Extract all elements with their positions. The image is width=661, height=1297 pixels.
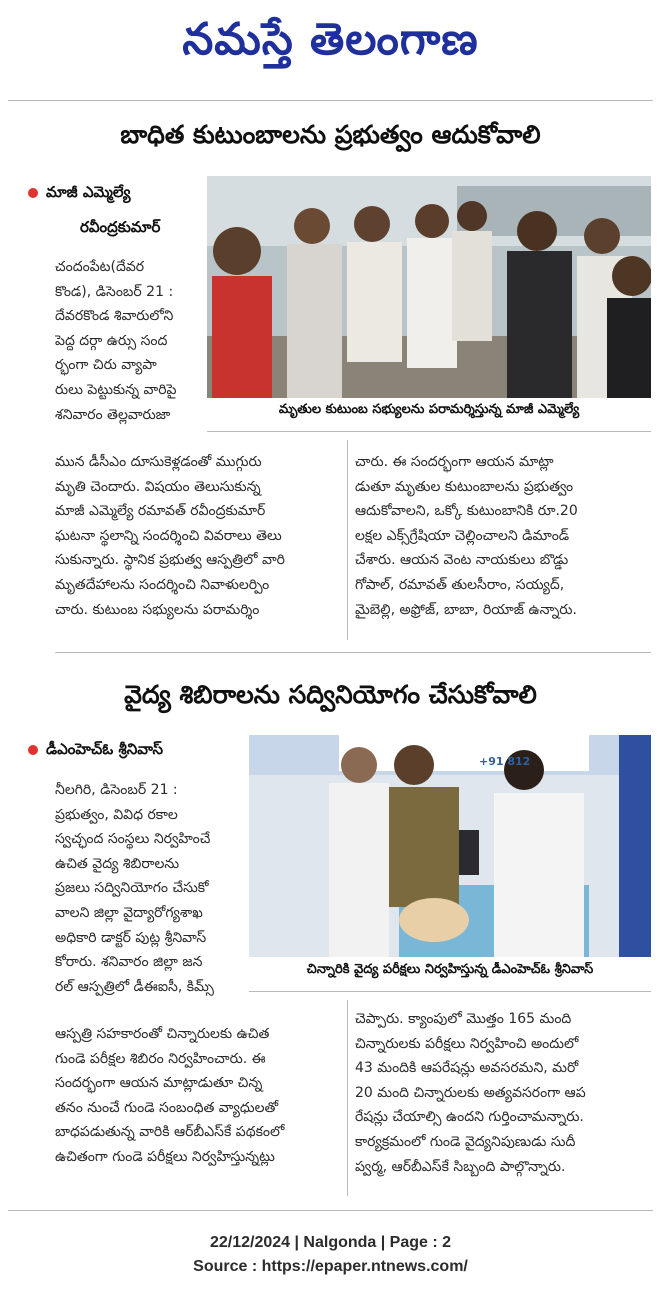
text-line: శనివారం తెల్లవారుజా [55, 406, 171, 423]
article1-headline: బాధిత కుటుంబాలను ప్రభుత్వం ఆదుకోవాలి [120, 120, 541, 149]
text-line: సుకున్నారు. స్థానిక ప్రభుత్వ ఆస్పత్రిలో వారి [55, 552, 285, 569]
text-line: చేశారు. ఆయన వెంట నాయకులు బొడ్డు [355, 552, 569, 569]
article2-photo [249, 735, 651, 957]
text-line: దేవరకొండ శివారులోని [55, 308, 174, 325]
text-line: అధికారి డాక్టర్ పుట్ల శ్రీనివాస్ [55, 929, 207, 946]
text-line: చారు. ఈ సందర్భంగా ఆయన మాట్లా [355, 454, 554, 470]
text-line: బాధపడుతున్న వారికి ఆర్‌బీఎస్‌కే పథకంలో [55, 1124, 285, 1141]
text-line: నీలగిరి, డిసెంబర్ 21 : [55, 782, 178, 798]
article2-col-right [355, 1007, 651, 1179]
article1-caption: మృతుల కుటుంబ సభ్యులను పరామర్శిస్తున్న మాజీ ఎమ్మెల్యే [278, 402, 580, 417]
text-line: చందంపేట(దేవర [55, 259, 145, 275]
text-line: కొండ), డిసెంబర్ 21 : [55, 283, 174, 300]
masthead [0, 0, 661, 80]
column-divider [347, 440, 348, 640]
text-line: ప్వర్మ, ఆర్‌బీఎస్‌కే సిబ్బంది పాల్గొన్నారు. [355, 1158, 566, 1175]
text-line: కోరారు. శనివారం జిల్లా జన [55, 954, 203, 971]
text-line: మృతదేహాలను సందర్శించి నివాళులర్పిం [55, 576, 270, 593]
text-line: ఆదుకోవాలని, ఒక్కో కుటుంబానికి రూ.20 [355, 503, 578, 520]
text-line: వాలని జిల్లా వైద్యారోగ్యశాఖ [55, 904, 203, 921]
text-line: ఆస్పత్రి సహకారంతో చిన్నారులకు ఉచిత [55, 1026, 270, 1042]
banner-text: +91 812 [479, 755, 531, 768]
bullet-icon [28, 188, 38, 198]
footer-date-line: 22/12/2024 | Nalgonda | Page : 2 [209, 1234, 452, 1251]
text-line: ప్రజలు సద్వినియోగం చేసుకో [55, 880, 209, 897]
text-line: మైబెల్లి, అఫ్రోజ్, బాబా, రియాజ్ ఉన్నారు. [355, 601, 577, 618]
text-line: చెప్పారు. క్యాంపులో మొత్తం 165 మంది [355, 1011, 572, 1027]
article2-headline: వైద్య శిబిరాలను సద్వినియోగం చేసుకోవాలి [124, 680, 537, 709]
article2-col-left [55, 778, 245, 999]
text-line: ఉచిత వైద్య శిబిరాలను [55, 855, 180, 872]
caption-divider [207, 431, 651, 432]
article2-byline: డీఎంహెచ్ఓ శ్రీనివాస్ [28, 740, 163, 762]
text-line: చిన్నారులకు పరీక్షలు నిర్వహించి అందులో [355, 1035, 579, 1052]
column-divider [347, 1000, 348, 1196]
text-line: స్వచ్ఛంద సంస్థలు నిర్వహించే [55, 831, 211, 848]
article1-photo [207, 176, 651, 398]
article1-byline-1: మాజీ ఎమ్మెల్యే [28, 183, 130, 205]
text-line: ర్భంగా చిరు వ్యాపా [55, 357, 157, 374]
article2-col-mid [55, 1022, 343, 1170]
text-line: తనం నుంచే గుండె సంబంధిత వ్యాధులతో [55, 1099, 279, 1116]
masthead-title: నమస్తే తెలంగాణ [182, 14, 479, 65]
caption-divider [249, 991, 651, 992]
footer-source-line: Source : https://epaper.ntnews.com/ [193, 1258, 468, 1275]
article2-caption: చిన్నారికి వైద్య పరీక్షలు నిర్వహిస్తున్న డీఎంహెచ్ఓ శ్రీనివాస్ [306, 962, 594, 977]
text-line: ఘటనా స్థలాన్ని సందర్శించి వివరాలు తెలు [55, 527, 282, 544]
text-line: గుండె పరీక్షల శిబిరం నిర్వహించారు. ఈ [55, 1050, 266, 1067]
bullet-icon [28, 745, 38, 755]
text-line: రల్ ఆస్పత్రిలో డీఈఐసీ, కిమ్స్ [55, 978, 214, 995]
text-line: పెద్ద దర్గా ఉర్సు సంద [55, 332, 168, 349]
text-line: మృతి చెందారు. విషయం తెలుసుకున్న [55, 478, 261, 495]
text-line: 20 మంది చిన్నారులకు అత్యవసరంగా ఆప [355, 1084, 586, 1101]
text-line: లక్షల ఎక్స్‌గ్రేషియా చెల్లించాలని డిమాండ్ [355, 527, 570, 544]
text-line: డుతూ మృతుల కుటుంబాలను ప్రభుత్వం [355, 478, 574, 495]
text-line: కార్యక్రమంలో గుండె వైద్యనిపుణుడు సుదీ [355, 1133, 576, 1150]
article1-col-left [55, 255, 205, 427]
text-line: గోపాల్, రమావత్ తులసీరాం, సయ్యద్, [355, 576, 565, 593]
article1-col-right [355, 450, 651, 622]
divider [8, 100, 653, 101]
text-line: ప్రభుత్వం, వివిధ రకాల [55, 806, 178, 823]
text-line: ఉచితంగా గుండె పరీక్షలు నిర్వహిస్తున్నట్లు [55, 1148, 275, 1165]
text-line: మాజీ ఎమ్మెల్యే రమావత్ రవీంద్రకుమార్ [55, 503, 266, 520]
article-divider [55, 652, 651, 653]
text-line: రులు పెట్టుకున్న వారిపై [55, 381, 177, 398]
text-line: సందర్భంగా ఆయన మాట్లాడుతూ చిన్న [55, 1075, 263, 1092]
text-line: మున డీసీఎం దూసుకెళ్లడంతో ముగ్గురు [55, 454, 262, 470]
text-line: చారు. కుటుంబ సభ్యులను పరామర్శిం [55, 601, 260, 618]
text-line: రేషన్లు చేయాల్సి ఉందని గుర్తించామన్నారు. [355, 1109, 584, 1126]
article1-col-mid [55, 450, 343, 622]
text-line: 43 మందికి ఆపరేషన్లు అవసరమని, మరో [355, 1060, 579, 1077]
divider [8, 1210, 653, 1211]
article1-byline-2: రవీంద్రకుమార్ [80, 218, 161, 236]
